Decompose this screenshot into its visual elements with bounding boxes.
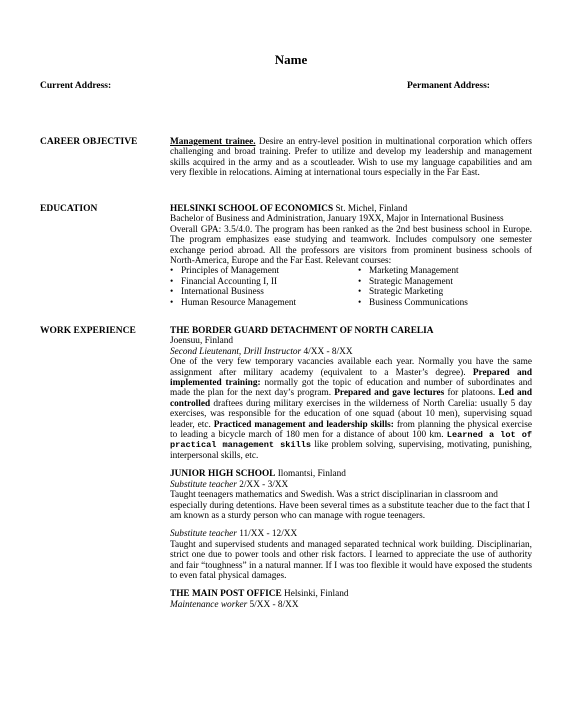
spacer <box>170 461 532 469</box>
job2-place: Ilomantsi, Finland <box>275 469 346 480</box>
job2-description: Taught teenagers mathematics and Swedish. Was a strict disciplinarian in classroom and especially during detentions. Have been several times as a substitute teacher due to the fact that I am known as a sturdy person who can manage with rogue teenagers. <box>170 490 531 521</box>
job4-dates: 5/XX - 8/XX <box>247 599 299 610</box>
permanent-address-label: Permanent Address: <box>407 81 490 91</box>
job2-organization: JUNIOR HIGH SCHOOL <box>170 469 276 480</box>
program-description: Overall GPA: 3.5/4.0. The program has been ranked as the 2nd best business school in Europe. The program emphasizes ease studying and teamwork. Includes compulsory one semester exchange period abroad. All the professors are visitors from prominent business schools of North-America, Europe and the Far East. Relevant courses: <box>170 224 532 267</box>
courses-left-column <box>170 266 358 308</box>
career-objective-heading: CAREER OBJECTIVE <box>40 137 138 147</box>
spacer <box>170 521 532 529</box>
course-item: • Human Resource Management <box>170 298 358 308</box>
school-name: HELSINKI SCHOOL OF ECONOMICS <box>170 204 334 214</box>
course-item: • Business Communications <box>358 298 468 308</box>
job1-text: from planning the physical exercise to leading a bicycle march of 180 men for a distance of about 100 km. <box>170 419 532 441</box>
course-item: • Marketing Management <box>358 266 468 276</box>
objective-description: Desire an entry-level position in multinational corporation which offers challenging and broad training. Prefer to utilize and develop my leadership and management skills acquired in the army and as a scoutleader. Wish to use my language capabilities and am very flexible in relocations. Aiming at international tours especially in the Far East. <box>170 137 532 179</box>
degree-line: Bachelor of Business and Administration, January 19XX, Major in International Business <box>170 214 504 225</box>
course-item: • Strategic Management <box>358 277 468 287</box>
job1-highlight: Learned a lot of practical management skills <box>170 430 533 451</box>
work-experience-section <box>170 326 532 610</box>
course-item: • Strategic Marketing <box>358 287 468 297</box>
job1-role-line <box>170 347 532 357</box>
course-item: • International Business <box>170 287 358 297</box>
school-line <box>170 204 532 214</box>
education-heading: EDUCATION <box>40 204 98 214</box>
job4-role: Maintenance worker <box>170 599 248 610</box>
school-location: St. Michel, Finland <box>333 204 408 214</box>
career-objective-section <box>170 137 532 179</box>
job3-dates: 11/XX - 12/XX <box>236 529 298 540</box>
work-experience-heading: WORK EXPERIENCE <box>40 326 136 336</box>
job1-highlight: Led and controlled <box>170 388 532 409</box>
education-section <box>170 204 532 308</box>
job4-header <box>170 589 532 599</box>
job1-description <box>170 357 532 461</box>
job1-dates: 4/XX - 8/XX <box>301 346 353 357</box>
current-address-label: Current Address: <box>40 81 112 91</box>
job2-dates: 2/XX - 3/XX <box>236 479 289 490</box>
courses-list <box>170 266 532 308</box>
job2-header <box>170 469 532 479</box>
job1-text: draftees during military exercises in the wilderness of North Carelia: usually 5 day exercises, was responsible for the education of one squad (about 10 men), supervising squad leader, etc. <box>170 398 532 430</box>
course-item: • Principles of Management <box>170 266 358 276</box>
courses-right-column <box>358 266 468 308</box>
job4-organization: THE MAIN POST OFFICE <box>170 589 282 600</box>
career-objective-text <box>170 137 532 179</box>
job1-highlight: Prepared and implemented training: <box>170 367 532 389</box>
job1-organization: THE BORDER GUARD DETACHMENT OF NORTH CARELIA <box>170 326 434 336</box>
objective-title: Management trainee. <box>170 137 256 147</box>
job1-text: like problem solving, supervising, motivating, punishing, interpersonal skills, etc. <box>170 440 532 461</box>
job3-role: Substitute teacher <box>170 529 237 540</box>
candidate-name: Name <box>274 52 308 67</box>
job1-text: for platoons. <box>444 388 499 399</box>
job4-place: Helsinki, Finland <box>281 589 349 600</box>
course-item: • Financial Accounting I, II <box>170 277 358 287</box>
job2-role: Substitute teacher <box>170 479 237 490</box>
job2-role-line <box>170 480 532 490</box>
job1-place: Joensuu, Finland <box>170 336 234 347</box>
job1-text: normally got the topic of education and number of subordinates and made the plan for the next day’s program. <box>170 378 533 399</box>
job3-role-line <box>170 529 532 539</box>
job1-text: One of the very few temporary vacancies available each year. Normally you have the same assignment after military academy (equivalent to a Master’s degree). <box>170 357 532 378</box>
job1-highlight: Prepared and gave lectures <box>334 388 445 399</box>
spacer <box>170 581 532 589</box>
job1-highlight: Practiced management and leadership skills: <box>213 419 394 430</box>
job4-role-line <box>170 600 532 610</box>
job3-description: Taught and supervised students and managed separated technical work building. Disciplinarian, strict one due to power tools and other risk factors. I learned to appreciate the use of authority and fair “toughness” in a natural manner. If I was too flexible it would have exposed the students to even fatal physical damages. <box>170 539 532 581</box>
job1-role: Second Lieutenant, Drill Instructor <box>170 346 302 357</box>
